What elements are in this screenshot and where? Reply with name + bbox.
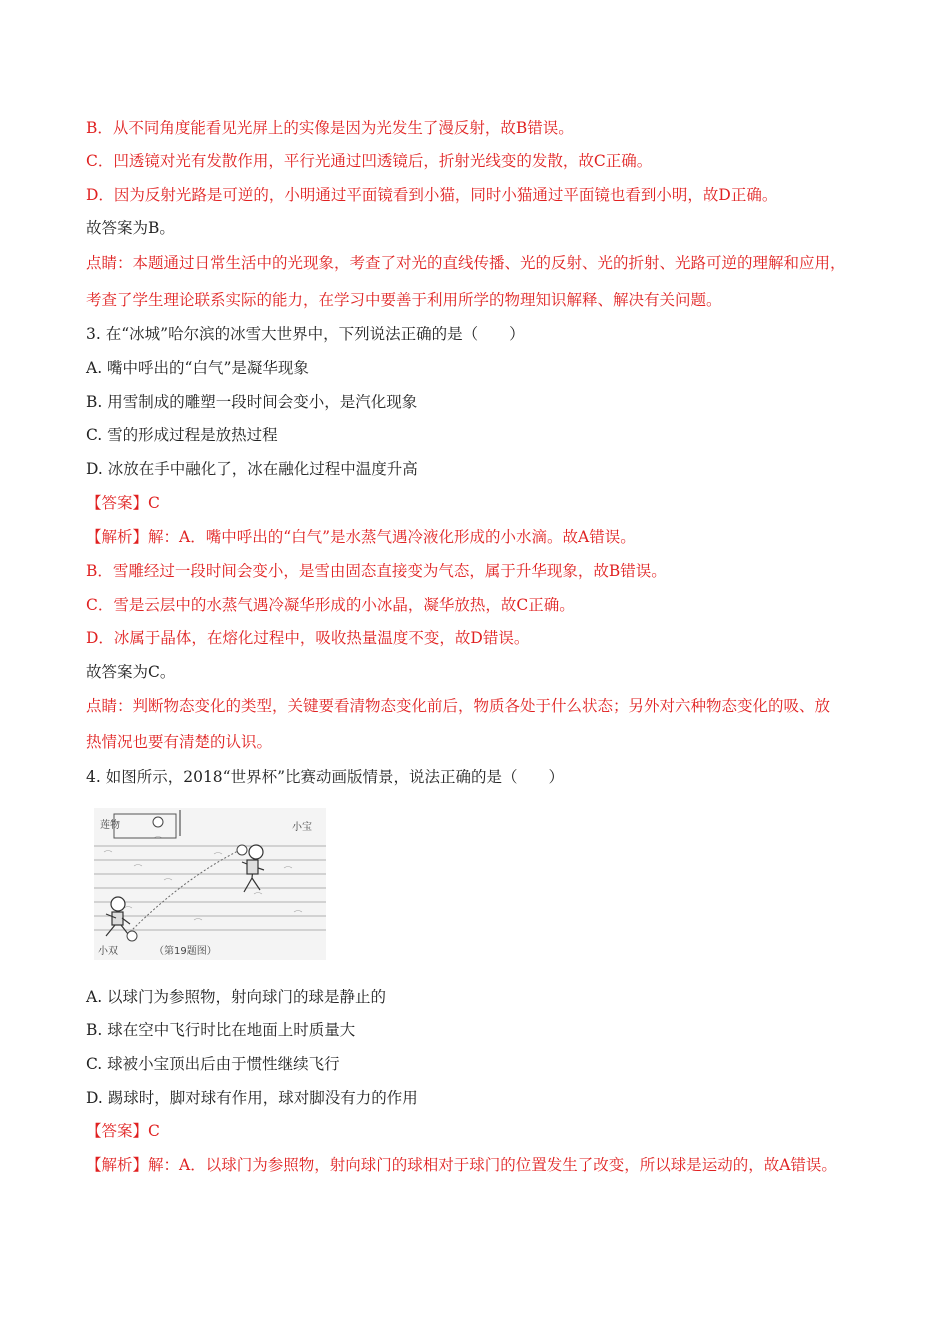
q4-analysis-a-text: 解：A．以球门为参照物，射向球门的球相对于球门的位置发生了改变，所以球是运动的，故A错误。 xyxy=(148,1156,837,1174)
q2-analysis-b: B．从不同角度能看见光屏上的实像是因为光发生了漫反射，故B错误。 xyxy=(86,119,574,137)
q3-analysis-a-text: 解：A．嘴中呼出的“白气”是水蒸气遇冷液化形成的小水滴。故A错误。 xyxy=(148,528,636,546)
q3-analysis-a xyxy=(86,527,636,547)
soccer-figure xyxy=(94,808,326,960)
q3-stem: 3. 在“冰城”哈尔滨的冰雪大世界中，下列说法正确的是（ ） xyxy=(86,325,525,343)
q3-analysis-c: C．雪是云层中的水蒸气遇冷凝华形成的小冰晶，凝华放热，故C正确。 xyxy=(86,596,575,614)
q3-comment-1: 点睛：判断物态变化的类型，关键要看清物态变化前后，物质各处于什么状态；另外对六种物态变化的吸、放 xyxy=(86,697,831,715)
q4-option-c: C. 球被小宝顶出后由于惯性继续飞行 xyxy=(86,1055,340,1073)
q4-answer: 【答案】C xyxy=(86,1122,160,1140)
q4-stem: 4. 如图所示，2018“世界杯”比赛动画版情景，说法正确的是（ ） xyxy=(86,768,565,786)
q2-analysis-d: D．因为反射光路是可逆的，小明通过平面镜看到小猫，同时小猫通过平面镜也看到小明，故D正确。 xyxy=(86,186,778,204)
label-bottom-left: 小双 xyxy=(98,946,118,957)
label-goal: 莲物 xyxy=(100,820,120,831)
q4-analysis-a xyxy=(86,1155,837,1175)
figure-caption: （第19题图） xyxy=(154,946,217,957)
q4-option-a: A. 以球门为参照物，射向球门的球是静止的 xyxy=(86,988,387,1006)
ball-on-ground xyxy=(127,931,137,941)
q4-option-b: B. 球在空中飞行时比在地面上时质量大 xyxy=(86,1021,356,1039)
q3-comment-2: 热情况也要有清楚的认识。 xyxy=(86,733,273,751)
q3-option-b: B. 用雪制成的雕塑一段时间会变小，是汽化现象 xyxy=(86,393,418,411)
q2-analysis-c: C．凹透镜对光有发散作用，平行光通过凹透镜后，折射光线变的发散，故C正确。 xyxy=(86,152,653,170)
label-top-right: 小宝 xyxy=(292,822,312,833)
ball-headed xyxy=(237,845,247,855)
q3-answer: 【答案】C xyxy=(86,494,160,512)
q3-option-c: C. 雪的形成过程是放热过程 xyxy=(86,426,278,444)
ball-in-goal xyxy=(153,817,163,827)
q3-analysis-d: D．冰属于晶体，在熔化过程中，吸收热量温度不变，故D错误。 xyxy=(86,629,530,647)
q4-option-d: D. 踢球时，脚对球有作用，球对脚没有力的作用 xyxy=(86,1089,418,1107)
q3-option-d: D. 冰放在手中融化了，冰在融化过程中温度升高 xyxy=(86,460,418,478)
q3-option-a: A. 嘴中呼出的“白气”是凝华现象 xyxy=(86,359,309,377)
q4-analysis-bracket: 【解析】 xyxy=(86,1156,149,1174)
q3-analysis-b: B．雪雕经过一段时间会变小，是雪由固态直接变为气态，属于升华现象，故B错误。 xyxy=(86,562,667,580)
q2-comment-2: 考查了学生理论联系实际的能力，在学习中要善于利用所学的物理知识解释、解决有关问题。 xyxy=(86,291,722,309)
q2-conclusion: 故答案为B。 xyxy=(86,219,175,237)
q3-conclusion: 故答案为C。 xyxy=(86,663,176,681)
q3-analysis-bracket: 【解析】 xyxy=(86,528,149,546)
q2-comment-1: 点睛：本题通过日常生活中的光现象，考查了对光的直线传播、光的反射、光的折射、光路可逆的理解和应用， xyxy=(86,254,846,272)
